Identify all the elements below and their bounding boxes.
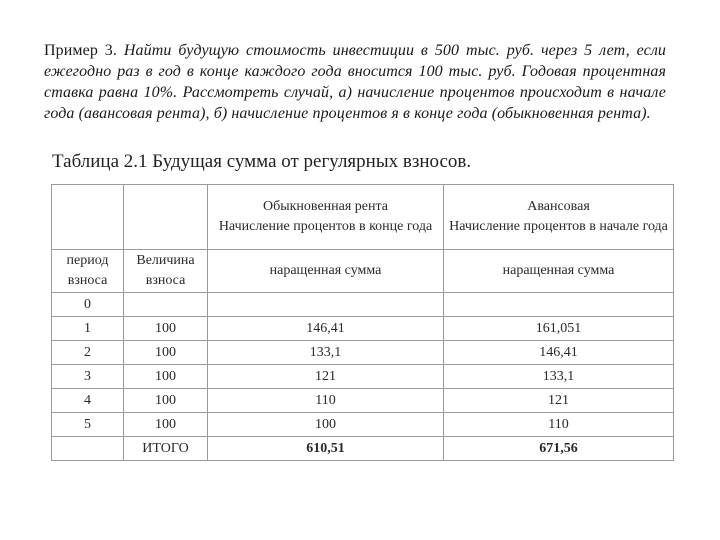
ordinary-sum-cell: 133,1 xyxy=(208,341,444,365)
advance-sum-cell: 161,051 xyxy=(444,317,674,341)
period-cell: 1 xyxy=(52,317,124,341)
period-cell: 5 xyxy=(52,413,124,437)
header-ordinary-sum: наращенная сумма xyxy=(208,250,444,293)
total-label: ИТОГО xyxy=(124,437,208,461)
header-amount: Величина взноса xyxy=(124,250,208,293)
period-cell: 4 xyxy=(52,389,124,413)
header-ordinary-annuity xyxy=(208,185,444,250)
task-text: Найти будущую стоимость инвестиции в 500 тыс. руб. через 5 лет, если ежегодно раз в год в конце каждого года вносится 100 тыс. руб. Годовая процентная ставка равна 10%. Рассмотреть случай, а) начисление процентов происходит в начале года (авансовая рента), б) начисление процентов я в конце года (обыкновенная рента). xyxy=(44,42,666,122)
ordinary-annuity-title: Обыкновенная рента xyxy=(262,199,389,214)
advance-sum-cell: 110 xyxy=(444,413,674,437)
period-cell: 2 xyxy=(52,341,124,365)
header-advance-sum: наращенная сумма xyxy=(444,250,674,293)
period-cell: 0 xyxy=(52,293,124,317)
ordinary-sum-cell: 100 xyxy=(208,413,444,437)
advance-sum-cell: 133,1 xyxy=(444,365,674,389)
period-cell: 3 xyxy=(52,365,124,389)
header-advance-annuity xyxy=(444,185,674,250)
future-value-table xyxy=(51,184,674,461)
table-row xyxy=(52,317,674,341)
table-row xyxy=(52,413,674,437)
table-row xyxy=(52,293,674,317)
advance-annuity-note: Начисление процентов в начале года xyxy=(449,219,668,234)
ordinary-sum-cell xyxy=(208,293,444,317)
header-period: период взноса xyxy=(52,250,124,293)
advance-annuity-title: Авансовая xyxy=(527,199,590,214)
total-row xyxy=(52,437,674,461)
table-row xyxy=(52,365,674,389)
total-empty-cell xyxy=(52,437,124,461)
amount-cell xyxy=(124,293,208,317)
table-row xyxy=(52,341,674,365)
header-cell-empty xyxy=(52,185,124,250)
problem-statement xyxy=(44,40,666,124)
total-advance-sum: 671,56 xyxy=(444,437,674,461)
header-row-columns xyxy=(52,250,674,293)
advance-sum-cell: 146,41 xyxy=(444,341,674,365)
advance-sum-cell: 121 xyxy=(444,389,674,413)
example-label: Пример 3. xyxy=(44,42,118,59)
ordinary-sum-cell: 121 xyxy=(208,365,444,389)
header-cell-empty xyxy=(124,185,208,250)
ordinary-annuity-note: Начисление процентов в конце года xyxy=(218,219,433,234)
total-ordinary-sum: 610,51 xyxy=(208,437,444,461)
header-row-annuity-type xyxy=(52,185,674,250)
amount-cell: 100 xyxy=(124,365,208,389)
ordinary-sum-cell: 146,41 xyxy=(208,317,444,341)
amount-cell: 100 xyxy=(124,389,208,413)
table-caption: Таблица 2.1 Будущая сумма от регулярных взносов. xyxy=(52,151,472,172)
advance-sum-cell xyxy=(444,293,674,317)
table-row xyxy=(52,389,674,413)
amount-cell: 100 xyxy=(124,413,208,437)
amount-cell: 100 xyxy=(124,341,208,365)
amount-cell: 100 xyxy=(124,317,208,341)
ordinary-sum-cell: 110 xyxy=(208,389,444,413)
